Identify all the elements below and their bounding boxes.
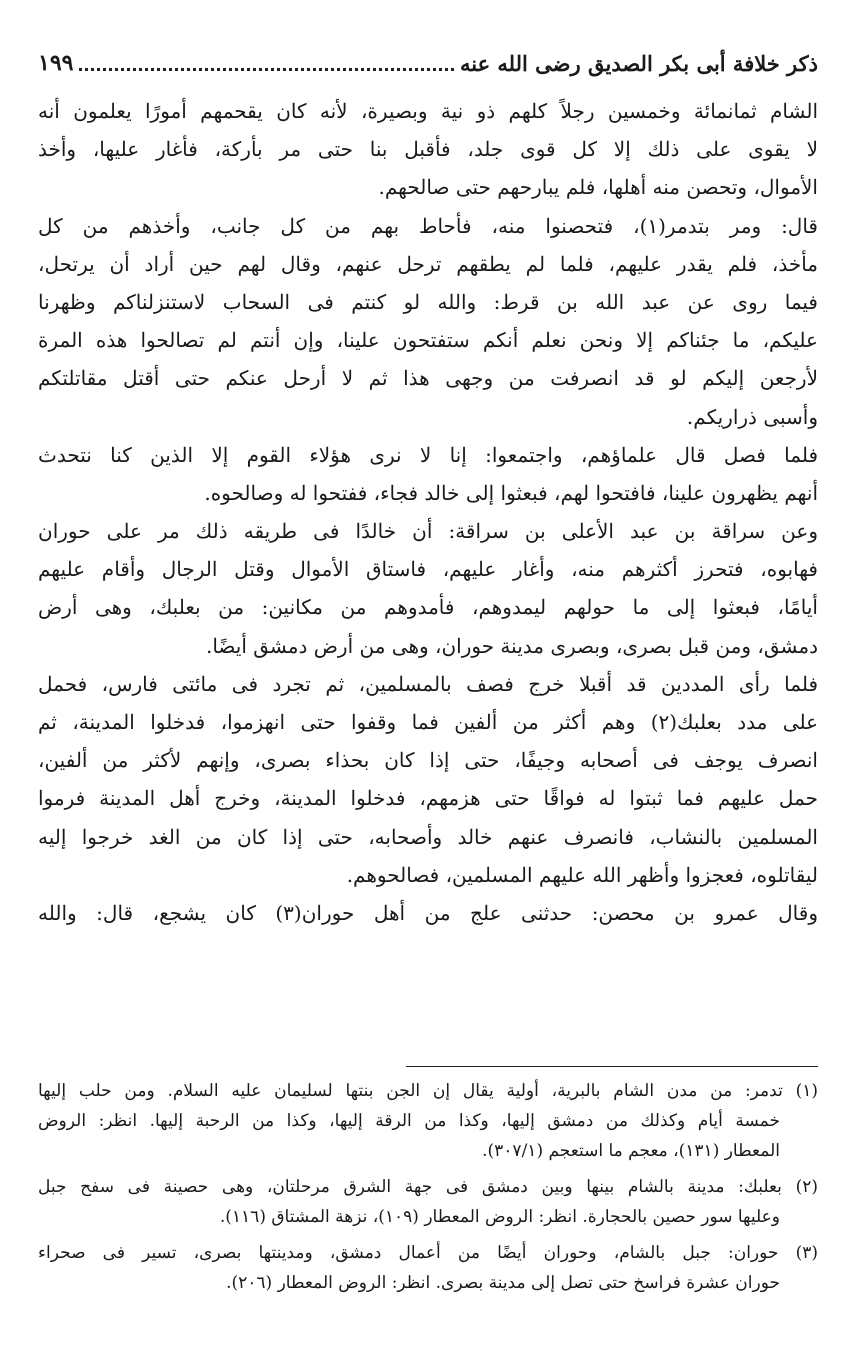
footnote-3	[38, 1238, 818, 1298]
text-line: قال: ومر بتدمر(١)، فتحصنوا منه، فأحاط بهم من كل جانب، وأخذهم من كل	[38, 213, 818, 238]
footnote-line: (١) تدمر: من مدن الشام بالبرية، أولية يقال إن الجن بنتها لسليمان عليه السلام. ومن حلب إليها	[38, 1081, 818, 1101]
chapter-title: ذكر خلافة أبى بكر الصديق رضى الله عنه	[459, 50, 818, 76]
text-line: فلما رأى المددين قد أقبلا خرج فصف بالمسلمين، ثم تجرد فى مائتى فارس، فحمل	[38, 671, 818, 696]
text-line: الأموال، وتحصن منه أهلها، فلم يبارحهم حتى صالحهم.	[378, 175, 818, 200]
book-page	[38, 40, 818, 1340]
footnote-line: حوران عشرة فراسخ حتى تصل إلى مدينة بصرى. انظر: الروض المعطار (٢٠٦).	[226, 1273, 780, 1293]
running-header	[38, 40, 818, 86]
footnote-line: وعليها سور حصين بالحجارة. انظر: الروض المعطار (١٠٩)، نزهة المشتاق (١١٦).	[219, 1207, 780, 1227]
text-line: ليقاتلوه، فعجزوا وأظهر الله عليهم المسلمين، فصالحوهم.	[346, 862, 818, 887]
text-line: مأخذ، فلم يقدر عليهم، فلما لم يطقهم ترحل عنهم، وقال لهم حين أراد أن يرتحل،	[38, 251, 818, 276]
footnote-line: المعطار (١٣١)، معجم ما استعجم (٣٠٧/١).	[482, 1141, 780, 1161]
header-leader-dots	[79, 68, 454, 71]
footnote-1	[38, 1076, 818, 1166]
text-line: لا يقوى على ذلك إلا كل قوى جلد، فأقبل بنا حتى مر بأركة، فأغار عليها، وأخذ	[38, 137, 818, 162]
main-text	[38, 92, 818, 932]
text-line: فيما روى عن عبد الله بن قرط: والله لو كنتم فى السحاب لاستنزلناكم وظهرنا	[38, 289, 818, 314]
text-line: وقال عمرو بن محصن: حدثنى علج من أهل حوران(٣) كان يشجع، قال: والله	[38, 900, 818, 925]
page-number: ١٩٩	[38, 50, 74, 76]
text-line: انصرف يوجف فى أصحابه وجيفًا، حتى إذا كان بحذاء بصرى، وإنهم لأكثر من ألفين،	[38, 748, 818, 773]
footnote-2	[38, 1172, 818, 1232]
text-line: لأرجعن إليكم لو قد انصرفت من وجهى هذا ثم لا أرحل عنكم حتى أقتل مقاتلتكم	[38, 366, 818, 391]
footnotes	[38, 1076, 818, 1304]
footnote-line: (٣) حوران: جبل بالشام، وحوران أيضًا من أعمال دمشق، ومدينتها بصرى، تسير فى صحراء	[38, 1243, 818, 1263]
text-line: وأسبى ذراريكم.	[686, 404, 818, 429]
text-line: حمل عليهم فما ثبتوا له فواقًا حتى هزمهم، فدخلوا المدينة، وخرج أهل المدينة فرموا	[38, 786, 818, 811]
text-line: عليكم، ما جئناكم إلا ونحن نعلم أنكم ستفتحون علينا، وإن أنتم لم تصالحوا هذه المرة	[38, 328, 818, 353]
footnote-line: خمسة أيام وكذلك من دمشق إليها، وكذا من الرقة إليها، وكذا من الرحبة إليها. انظر: الروض	[38, 1111, 780, 1131]
text-line: على مدد بعلبك(٢) وهم أكثر من ألفين فما وقفوا حتى انهزموا، فدخلوا المدينة، ثم	[38, 710, 818, 734]
text-line: أنهم يظهرون علينا، فافتحوا لهم، فبعثوا إلى خالد فجاء، ففتحوا له وصالحوه.	[204, 480, 818, 505]
footnote-divider	[406, 1066, 818, 1067]
footnote-line: (٢) بعلبك: مدينة بالشام بينها وبين دمشق فى جهة الشرق مرحلتان، وهى حصينة فى سفح جبل	[38, 1177, 818, 1197]
text-line: المسلمين بالنشاب، فانصرف عنهم خالد وأصحابه، حتى إذا كان من الغد خرجوا إليه	[38, 824, 818, 849]
text-line: الشام ثمانمائة وخمسين رجلاً كلهم ذو نية وبصيرة، لأنه كان يقحمهم أمورًا يعلمون أنه	[38, 99, 818, 123]
text-line: فهابوه، فتحرز أكثرهم منه، وأغار عليهم، فاستاق الأموال وقتل الرجال وأقام عليهم	[38, 557, 818, 582]
text-line: أيامًا، فبعثوا إلى ما حولهم ليمدوهم، فأمدوهم من مكانين: من بعلبك، وهى أرض	[38, 595, 818, 620]
text-line: فلما فصل قال علماؤهم، واجتمعوا: إنا لا نرى هؤلاء القوم إلا الذين كنا نتحدث	[38, 442, 818, 467]
text-line: دمشق، ومن قبل بصرى، وبصرى مدينة حوران، وهى من أرض دمشق أيضًا.	[205, 633, 818, 658]
text-line: وعن سراقة بن عبد الأعلى بن سراقة: أن خالدًا فى طريقه ذلك مر على حوران	[38, 519, 818, 544]
